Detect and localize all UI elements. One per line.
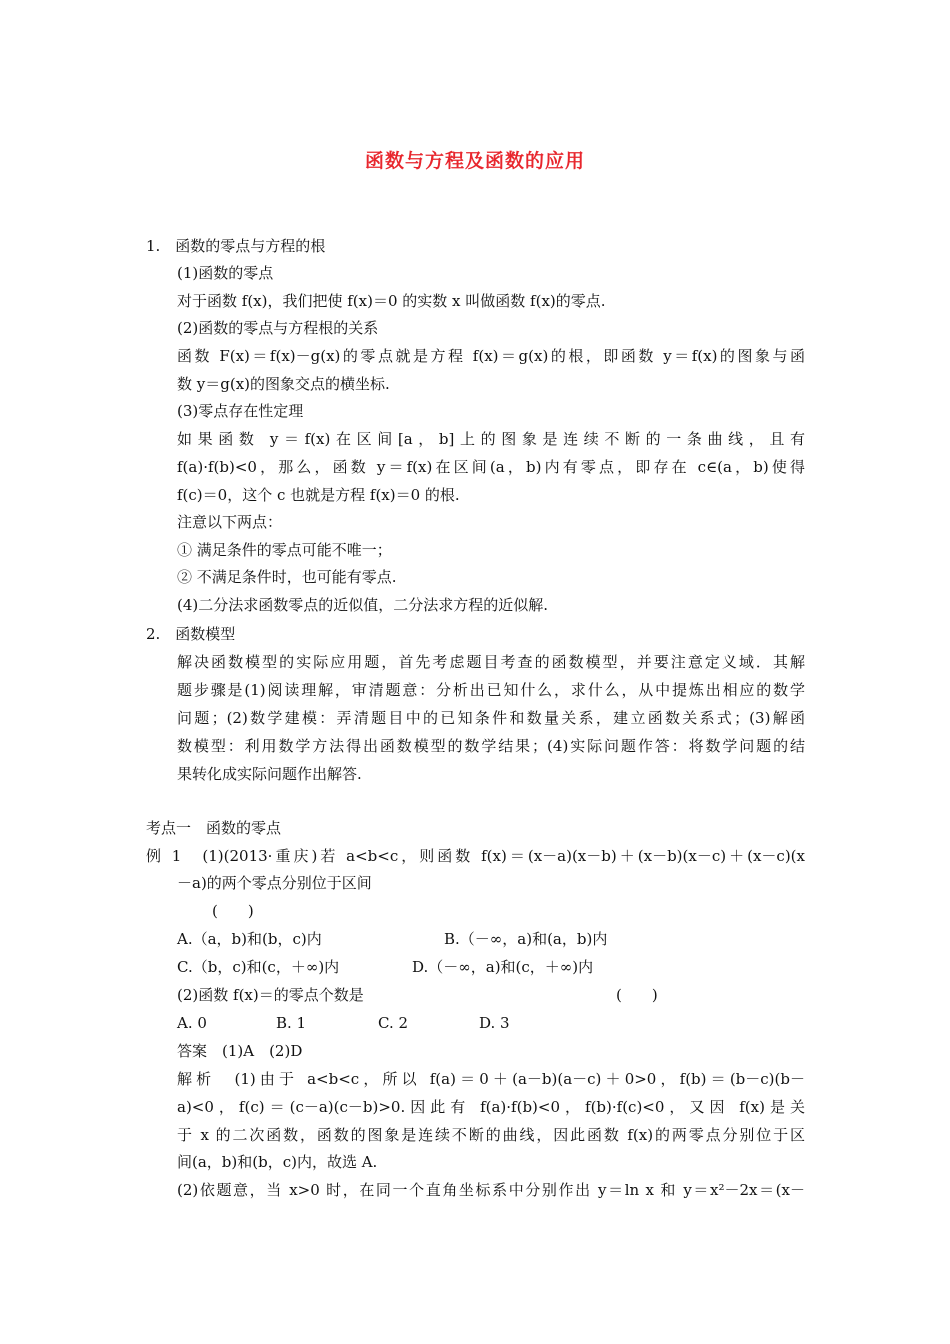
document-title: 函数与方程及函数的应用 xyxy=(364,150,585,172)
option-d: D.（－∞，a)和(c，＋∞)内 xyxy=(412,958,594,976)
paragraph-line: 注意以下两点： xyxy=(177,513,283,531)
subsection-heading: (1)函数的零点 xyxy=(177,264,274,282)
option-c: C. 2 xyxy=(378,1014,409,1032)
option-a: A. 0 xyxy=(177,1014,207,1032)
paragraph-line: 函数 F(x)＝f(x)－g(x)的零点就是方程 f(x)＝g(x)的根，即函数 y＝f(x)的图象与函 xyxy=(177,347,805,365)
paragraph-line: 题步骤是(1)阅读理解，审清题意：分析出已知什么，求什么，从中提炼出相应的数学 xyxy=(177,681,805,699)
option-c: C.（b，c)和(c，＋∞)内 xyxy=(177,958,340,976)
topic-heading: 考点一 函数的零点 xyxy=(146,819,282,837)
option-b: B. 1 xyxy=(276,1014,307,1032)
list-item: ① 满足条件的零点可能不唯一； xyxy=(177,541,392,559)
answer-line: 答案 (1)A (2)D xyxy=(177,1042,303,1060)
list-item: ② 不满足条件时，也可能有零点. xyxy=(177,568,397,586)
answer-blank: ( ) xyxy=(616,986,658,1004)
subsection-heading: (3)零点存在性定理 xyxy=(177,402,304,420)
example-1-question: 例 1 (1)(2013·重庆)若 a<b<c，则函数 f(x)＝(x－a)(x－b)＋(x－b)(x－c)＋(x－c)(x xyxy=(146,847,805,865)
paragraph-line: 如果函数 y＝f(x)在区间[a，b]上的图象是连续不断的一条曲线，且有 xyxy=(177,430,805,448)
paragraph-line: f(a)·f(b)<0，那么，函数 y＝f(x)在区间(a，b)内有零点，即存在 c∈(a，b)使得 xyxy=(177,458,805,476)
option-b: B.（－∞，a)和(a，b)内 xyxy=(444,930,608,948)
example-1-question-cont: －a)的两个零点分别位于区间 xyxy=(177,874,372,892)
paragraph-line: 对于函数 f(x)，我们把使 f(x)＝0 的实数 x 叫做函数 f(x)的零点. xyxy=(177,292,606,310)
subsection-heading: (2)函数的零点与方程根的关系 xyxy=(177,319,379,337)
paragraph-line: 解决函数模型的实际应用题，首先考虑题目考查的函数模型，并要注意定义域．其解 xyxy=(177,653,805,671)
option-d: D. 3 xyxy=(479,1014,510,1032)
answer-blank: ( ) xyxy=(212,902,254,920)
paragraph-line: 数模型：利用数学方法得出函数模型的数学结果；(4)实际问题作答：将数学问题的结 xyxy=(177,737,805,755)
analysis-line: 于 x 的二次函数，函数的图象是连续不断的曲线，因此函数 f(x)的两零点分别位于区 xyxy=(177,1126,805,1144)
analysis-line: 间(a，b)和(b，c)内，故选 A. xyxy=(177,1153,378,1171)
paragraph-line: 果转化成实际问题作出解答. xyxy=(177,765,362,783)
section-1-heading: 1. 函数的零点与方程的根 xyxy=(146,237,326,255)
paragraph-line: f(c)＝0，这个 c 也就是方程 f(x)＝0 的根. xyxy=(177,486,460,504)
analysis-line: a)<0，f(c)＝(c－a)(c－b)>0.因此有 f(a)·f(b)<0，f(b)·f(c)<0，又因 f(x)是关 xyxy=(177,1098,805,1116)
analysis-line: (2)依题意，当 x>0 时，在同一个直角坐标系中分别作出 y＝ln x 和 y＝x²－2x＝(x－ xyxy=(177,1181,805,1199)
paragraph-line: 问题；(2)数学建模：弄清题目中的已知条件和数量关系，建立函数关系式；(3)解函 xyxy=(177,709,805,727)
subsection-heading: (4)二分法求函数零点的近似值，二分法求方程的近似解. xyxy=(177,596,549,614)
option-a: A.（a，b)和(b，c)内 xyxy=(177,930,322,948)
paragraph-line: 数 y＝g(x)的图象交点的横坐标. xyxy=(177,375,390,393)
section-2-heading: 2. 函数模型 xyxy=(146,625,236,643)
analysis-line: 解析 (1)由于 a<b<c，所以 f(a)＝0＋(a－b)(a－c)＋0>0，f(b)＝(b－c)(b－ xyxy=(177,1070,805,1088)
question-2: (2)函数 f(x)＝的零点个数是 xyxy=(177,986,364,1004)
